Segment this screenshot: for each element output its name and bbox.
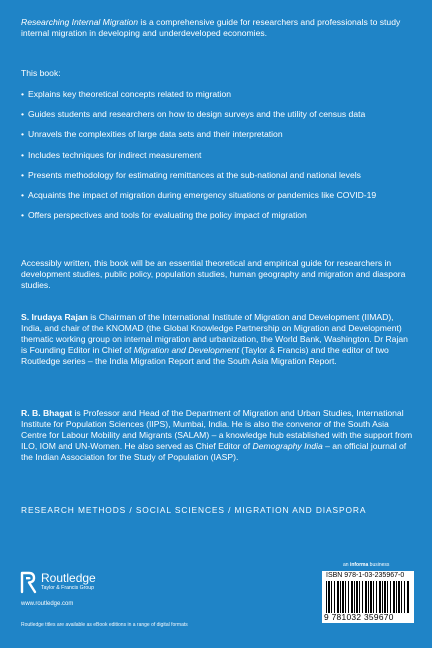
list-item-text: Offers perspectives and tools for evaluating the policy impact of migration bbox=[28, 210, 307, 221]
list-item bbox=[21, 150, 413, 161]
bullet: • bbox=[21, 129, 25, 140]
list-item-text: Guides students and researchers on how to design surveys and the utility of census data bbox=[28, 109, 366, 120]
barcode-box bbox=[322, 571, 414, 623]
publisher-logo bbox=[20, 570, 160, 602]
informa-brand: informa bbox=[349, 562, 369, 568]
journal-title: Migration and Development bbox=[133, 345, 239, 355]
author-bio-rajan bbox=[21, 312, 413, 367]
list-item-text: Acquaints the impact of migration during emergency situations or pandemics like COVID-19 bbox=[28, 189, 377, 200]
barcode-bars bbox=[326, 581, 410, 613]
list-item-text: Unravels the complexities of large data sets and their interpretation bbox=[28, 129, 283, 140]
publisher-group: Taylor & Francis Group bbox=[41, 585, 95, 591]
author-name: S. Irudaya Rajan bbox=[21, 312, 88, 322]
bullet: • bbox=[21, 89, 25, 99]
list-item-text: Presents methodology for estimating remittances at the sub-national and national levels bbox=[28, 169, 361, 180]
informa-tagline: an informa business bbox=[343, 562, 390, 568]
bio-text: – an official journal of the Indian Association for the Study of Population (IASP). bbox=[21, 441, 407, 462]
isbn-text: ISBN 978-1-03-235967-0 bbox=[326, 572, 405, 579]
bullet: • bbox=[21, 169, 25, 180]
book-title: Researching Internal Migration bbox=[21, 17, 139, 27]
list-item-text: Explains key theoretical concepts related to migration bbox=[28, 89, 232, 99]
bio-text: is Professor and Head of the Department of Migration and Urban Studies, International Institute for Population Sciences (IIPS), Mumbai, India. He is also the convenor of the South Asia Centre for Labour Mobility and Migrants (SALAM) – a knowledge hub established with the support from ILO, IOM and UN-Women. He also served as Chief Editor of bbox=[21, 408, 413, 451]
bio-text: (Taylor & Francis) and the editor of two Routledge series – the India Migration Report and the South Asia Migration Report. bbox=[21, 345, 389, 366]
bullet: • bbox=[21, 210, 25, 221]
intro-text: is a comprehensive guide for researchers and professionals to study internal migration in developing and underdeveloped economies. bbox=[21, 17, 401, 38]
list-item bbox=[21, 170, 413, 181]
author-name: R. B. Bhagat bbox=[21, 408, 73, 418]
list-item bbox=[21, 109, 413, 120]
list-item bbox=[21, 210, 413, 221]
ebook-note: Routledge titles are available as eBook editions in a range of digital formats bbox=[21, 622, 188, 628]
journal-title: Demography India bbox=[252, 441, 323, 451]
audience-paragraph: Accessibly written, this book will be an essential theoretical and empirical guide for researchers in development studies, public policy, population studies, human geography and migration and diaspora studies. bbox=[21, 258, 406, 290]
list-item bbox=[21, 89, 413, 100]
subject-categories: RESEARCH METHODS / SOCIAL SCIENCES / MIGRATION AND DIASPORA bbox=[21, 505, 367, 515]
list-item bbox=[21, 129, 413, 140]
publisher-name: Routledge bbox=[41, 571, 96, 585]
list-item bbox=[21, 190, 413, 201]
routledge-r-icon bbox=[20, 570, 37, 594]
list-item-text: Includes techniques for indirect measurement bbox=[28, 149, 202, 160]
intro-paragraph bbox=[21, 17, 413, 39]
publisher-url[interactable]: www.routledge.com bbox=[21, 601, 74, 607]
author-bio-bhagat bbox=[21, 408, 413, 463]
bullet: • bbox=[21, 109, 25, 120]
feature-list bbox=[21, 89, 413, 230]
bullet: • bbox=[21, 189, 25, 200]
bullet: • bbox=[21, 149, 25, 160]
book-label: This book: bbox=[21, 68, 61, 78]
bio-text: is Chairman of the International Institute of Migration and Development (IIMAD), India, and chair of the KNOMAD (the Global Knowledge Partnership on Migration and Development) thematic working group on internal migration and urbanization, the World Bank, Washington. Dr Rajan is Founding Editor in Chief of bbox=[21, 312, 408, 355]
barcode-number: 9 781032 359670 bbox=[324, 612, 394, 622]
